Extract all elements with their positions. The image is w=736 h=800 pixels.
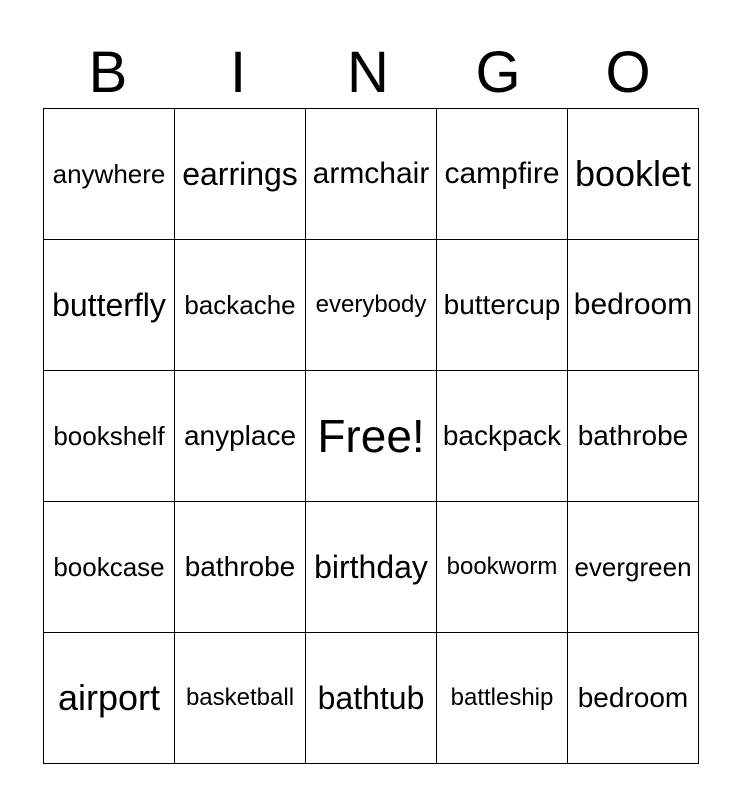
header-letter-g: G <box>475 40 521 105</box>
bingo-cell[interactable]: bookworm <box>437 502 568 633</box>
bingo-cell[interactable]: bathrobe <box>175 502 306 633</box>
board-row-1 <box>44 109 699 240</box>
bingo-cell[interactable]: earrings <box>175 109 306 240</box>
bingo-cell[interactable]: bathtub <box>306 633 437 764</box>
header-letter-n: N <box>347 40 389 105</box>
board-row-2 <box>44 240 699 371</box>
bingo-cell[interactable]: bathrobe <box>568 371 699 502</box>
bingo-cell[interactable]: campfire <box>437 109 568 240</box>
bingo-cell[interactable]: anywhere <box>44 109 175 240</box>
bingo-cell[interactable]: birthday <box>306 502 437 633</box>
bingo-cell[interactable]: bookshelf <box>44 371 175 502</box>
bingo-cell[interactable]: armchair <box>306 109 437 240</box>
bingo-cell[interactable]: basketball <box>175 633 306 764</box>
bingo-cell[interactable]: butterfly <box>44 240 175 371</box>
header-letter-o: O <box>605 40 651 105</box>
free-space-cell[interactable]: Free! <box>306 371 437 502</box>
board-row-3 <box>44 371 699 502</box>
bingo-cell[interactable]: backache <box>175 240 306 371</box>
bingo-board <box>43 108 699 764</box>
bingo-cell[interactable]: bedroom <box>568 240 699 371</box>
bingo-cell[interactable]: anyplace <box>175 371 306 502</box>
bingo-cell[interactable]: bedroom <box>568 633 699 764</box>
header-letter-b: B <box>88 40 128 105</box>
board-row-4 <box>44 502 699 633</box>
bingo-cell[interactable]: buttercup <box>437 240 568 371</box>
bingo-cell[interactable]: airport <box>44 633 175 764</box>
bingo-cell[interactable]: evergreen <box>568 502 699 633</box>
board-row-5 <box>44 633 699 764</box>
header-letter-i: I <box>229 40 247 105</box>
bingo-cell[interactable]: battleship <box>437 633 568 764</box>
bingo-cell[interactable]: bookcase <box>44 502 175 633</box>
bingo-cell[interactable]: booklet <box>568 109 699 240</box>
bingo-header <box>43 38 693 108</box>
bingo-cell[interactable]: backpack <box>437 371 568 502</box>
bingo-cell[interactable]: everybody <box>306 240 437 371</box>
